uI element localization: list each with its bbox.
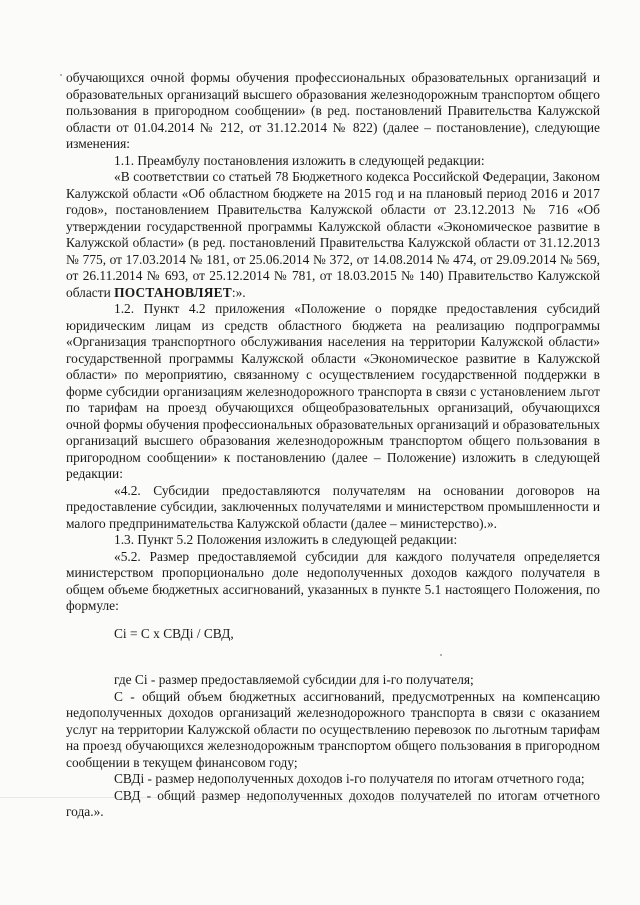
- postanovlyaet-bold: ПОСТАНОВЛЯЕТ: [114, 284, 232, 300]
- paragraph-svd: СВД - общий размер недополученных доходов получателей по итогам отчетного года.».: [66, 787, 600, 819]
- scan-artifact-line: [0, 797, 250, 798]
- preamble-tail: :».: [231, 284, 246, 300]
- scan-artifact-dot: [60, 74, 62, 76]
- paragraph-1-2: 1.2. Пункт 4.2 приложения «Положение о порядке предоставления субсидий юридическим лицам из средств областного бюджета на реализацию подпрограммы «Организация транспортного обслуживания населения на территории Калужской области» государственной программы Калужской области «Экономическое развитие в Калужской области» по мероприятию, связанному с осуществлением государственной поддержки в форме субсидии организациям железнодорожного транспорта в связи с установлением льгот по тарифам на проезд обучающихся общеобразовательных организаций, обучающихся очной формы обучения профессиональных образовательных организаций и образовательных организаций высшего образования железнодорожным транспортом общего пользования в пригородном сообщении» к постановлению (далее – Положение) изложить в следующей редакции:: [66, 301, 600, 481]
- paragraph-preamble: [66, 169, 600, 301]
- paragraph-4-2: «4.2. Субсидии предоставляются получателям на основании договоров на предоставление субсидии, заключенных получателями и министерством промышленности и малого предпринимательства Калужской области (далее – министерство).».: [66, 482, 600, 531]
- scan-artifact-line: [250, 801, 600, 802]
- paragraph-c: С - общий объем бюджетных ассигнований, предусмотренных на компенсацию недополученных доходов организаций железнодорожного транспорта в связи с оказанием услуг на территории Калужской области по осуществлению перевозок по льготным тарифам на проезд обучающихся железнодорожным транспортом общего пользования в пригородном сообщении в текущем финансовом году;: [66, 688, 600, 770]
- paragraph-5-2: «5.2. Размер предоставляемой субсидии для каждого получателя определяется министерством пропорционально доле недополученных доходов каждого получателя в общем объеме бюджетных ассигнований, указанных в пункте 5.1 настоящего Положения, по формуле:: [66, 548, 600, 613]
- paragraph-intro: обучающихся очной формы обучения профессиональных образовательных организаций и образовательных организаций высшего образования железнодорожным транспортом общего пользования в пригородном сообщении» (в ред. постановлений Правительства Калужской области от 01.04.2014 № 212, от 31.12.2014 № 822) (далее – постановление), следующие изменения:: [66, 70, 600, 151]
- preamble-text: «В соответствии со статьей 78 Бюджетного кодекса Российской Федерации, Законом Калужской области «Об областном бюджете на 2015 год и на плановый период 2016 и 2017 годов», постановлением Правительства Калужской области от 23.12.2013 № 716 «Об утверждении государственной программы Калужской области «Экономическое развитие в Калужской области» (в ред. постановлений Правительства Калужской области от 31.12.2013 № 775, от 17.03.2014 № 181, от 25.06.2014 № 372, от 14.08.2014 № 474, от 29.09.2014 № 569, от 26.11.2014 № 693, от 25.12.2014 № 781, от 18.03.2015 № 140) Правительство Калужской области: [66, 169, 600, 300]
- paragraph-svdi: СВДi - размер недополученных доходов i-го получателя по итогам отчетного года;: [114, 771, 585, 786]
- formula: Ci = C x СВДi / СВД,: [114, 625, 234, 641]
- paragraph-1-1: 1.1. Преамбулу постановления изложить в следующей редакции:: [114, 152, 485, 168]
- paragraph-1-3: 1.3. Пункт 5.2 Положения изложить в следующей редакции:: [114, 532, 458, 547]
- paragraph-where-ci: где Ci - размер предоставляемой субсидии для i-го получателя;: [114, 672, 474, 687]
- scan-artifact-dot: [440, 654, 442, 656]
- document-body: [66, 70, 600, 821]
- formula-gap: [66, 642, 600, 672]
